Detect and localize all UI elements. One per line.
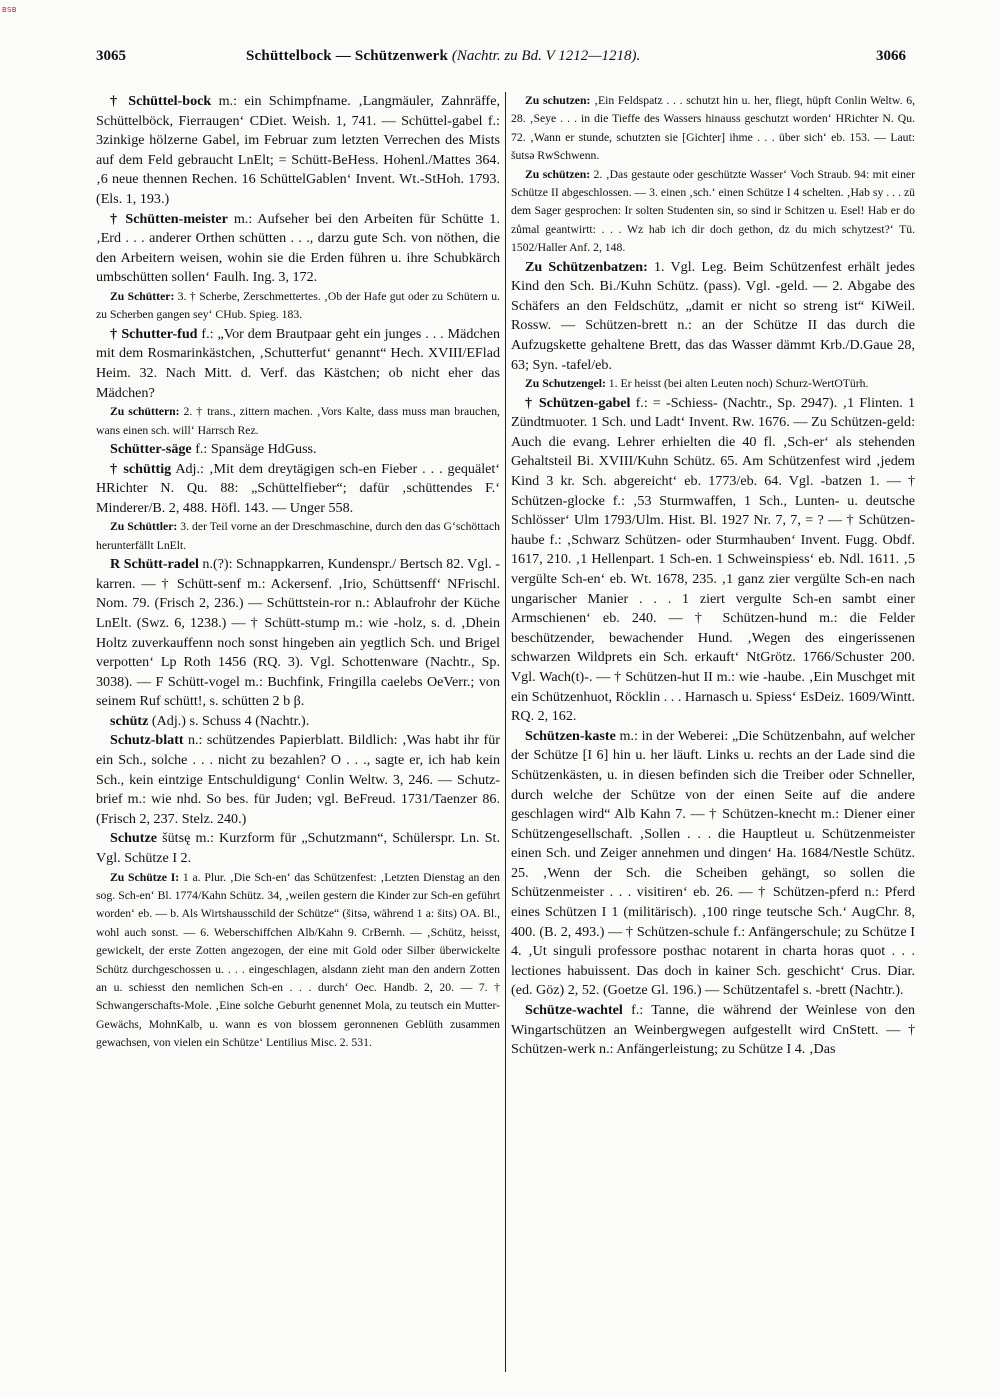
running-title: [246, 48, 640, 65]
entry-lemma: Zu Schützenbatzen:: [525, 258, 648, 275]
entry-text: 3. der Teil vorne an der Dreschmaschine, durch den das G‘schöttach herunterfällt LnElt.: [96, 520, 500, 552]
dictionary-entry: [96, 440, 500, 460]
entry-lemma: Schutz-blatt: [110, 732, 184, 749]
page-header: [96, 48, 906, 70]
entry-lemma: Schütter-säge: [110, 440, 192, 457]
dictionary-entry: [511, 258, 915, 376]
entry-text: 1 a. Plur. ‚Die Sch-en‘ das Schützenfest: ‚Letzten Dienstag an den sog. Sch-en‘ Bl. 1774/Kahn Schütz. 34, ‚weilen gestern die Kinder zur Sch-en geführt worden‘ eb. — b. Als Wirtshausschild der Schütze“ (šitsə, während 1 a: šits) OA. Bl., wohl auch sonst. — 6. Weberschiffchen Alb/Kahn 9. CrBernh. — ‚Schütz, heisst, gewickelt, der erste Zotten angezogen, der eine mit Gold oder Silber überwickelte Schütz durchgeschossen u. . . . eingeschlagen, alsdann zieht man den andern Zotten an u. schiesst den nemlichen Sch-en . . . durch‘ Oec. Handb. 2, 20. — 7. † Schwangerschafts-Mole. ‚Eine solche Geburht genennet Mola, zu teutsch ein Mutter-Gewächs, MohnKalb, u. wann es von blossem geronnenen Geblüth zusammen gewachsen, von vielen ein Schütze‘ Lentilius Misc. 2. 531.: [96, 870, 500, 1050]
entry-lemma: Schutze: [110, 830, 157, 847]
dictionary-entry: [511, 1001, 915, 1060]
left-column: [96, 92, 500, 1382]
entry-text: 2. † trans., zittern machen. ‚Vors Kalte, dass muss man brauchen, wans einen sch. will‘ Harrsch Rez.: [96, 405, 500, 437]
dictionary-entry: [96, 210, 500, 288]
entry-lemma: † Schütten-meister: [110, 210, 228, 227]
running-title-subtitle: (Nachtr. zu Bd. V 1212—1218).: [451, 48, 641, 64]
entry-lemma: Zu schützen:: [525, 167, 591, 181]
entry-lemma: † Schüttel-bock: [110, 93, 212, 109]
dictionary-entry: [96, 460, 500, 519]
dictionary-entry: [96, 712, 500, 732]
entry-text: f.: = -Schiess- (Nachtr., Sp. 2947). ‚1 Flinten. 1 Zündtmuoter. 1 Sch. und Ladt‘ Invent. Rw. 1676. — Zu Schützen-geld: Auch die evang. Lehrer erhielten die 40 fl. ‚Sch-er‘ als stehenden Gehaltsteil Bi. XVIII/Kuhn Schütz. 65. Am Schützenfest wird ‚jedem Kind 3 kr. Sch. abgereicht‘ eb. 1773/eb. 64. Vgl. -batzen 1. — † Schützen-glocke f.: ‚53 Sturmwaffen, 1 Sch., Lunten- u. deutsche Schlösser‘ Ulm 1793/Ulm. Hist. Bl. 1927 Nr. 7, 7, = ? — † Schützen-haube f.: ‚Schwarz Schützen- oder Sturmhauben‘ Invent. Fugg. Obdf. 1617, 210. ‚1 Hellenpart. 1 Sch-en. 1 Schweinspiess‘ eb. Ndl. 1611. ‚5 vergülte Sch-en‘ eb. Wt. 1678, 235. ‚1 ganz zier vergülte Sch-en nach ungarischer Manier . . . 1 ziert vergulte Sch-en sambt einer Armschienen‘ eb. 240. — † Schützen-hund m.: die Felder beschützender, bewachender Hund. ‚Wegen des eingerissenen schwarzen Wildprets ein Sch. erkauft‘ NtGrötz. 1766/Schuster 200. Vgl. Wach(t)-. — † Schützen-hut II m.: wie -haube. ‚Ein Muschget mit ein Schützenhuot, Röcklin . . . Harnasch u. Spiess‘ EsDeiz. 1609/Wintt. RQ. 2, 162.: [511, 394, 915, 725]
entry-lemma: Zu schüttern:: [110, 405, 180, 419]
entry-lemma: Schütze-wachtel: [525, 1002, 623, 1019]
entry-text: n.(?): Schnappkarren, Kundenspr./ Bertsch 82. Vgl. -karren. — † Schütt-senf m.: Ackersenf. ‚Irio, Schüttsenff‘ NFrischl. Nom. 79. (Frisch 2, 236.) — Schüttstein-ror n.: Ablaufrohr der Küche LnElt. (Swz. 6, 1238.) — † Schütt-stump m.: wie -holz, s. d. ‚Dhein Holtz zuverkauffenn noch sonst hingeben ain yegtlich Sch. und Brigel verpotten‘ Lp Roth 1456 (RQ. 3). Vgl. Schottenware (Nachtr., Sp. 3038). — F Schütt-vogel m.: Buchfink, Fringilla caelebs OeVerr.; von seinem Ruf schütt!, s. schütten 2 b β.: [96, 556, 500, 710]
entry-text: (Adj.) s. Schuss 4 (Nachtr.).: [148, 712, 310, 729]
dictionary-entry: [511, 727, 915, 1001]
dictionary-entry: [96, 829, 500, 868]
dictionary-entry: [511, 375, 915, 393]
entry-text: 2. ‚Das gestaute oder geschützte Wasser‘ Voch Straub. 94: mit einer Schütze II abgeschlossen. — 3. einen ‚sch.‘ einen Schütze I 4 schelten. ‚Hab sy . . . zü dem Sager gesprochen: Ir solten Studenten sin, so sind ir Schitzen u. Esel! Hab er do zůmal geantwirtt: . . . Wz hab ich dir doch gethon, dz du mich schytzest?‘ Tü. 1502/Haller Anf. 2, 148.: [511, 167, 915, 255]
entry-text: f.: „Vor dem Brautpaar geht ein junges . . . Mädchen mit dem Rosmarinkästchen, ‚Schutterfut‘ genannt“ Hech. XVIII/EFlad Heim. 32. Nach Mitt. d. Verf. das Kästchen; ob nicht eher das Mädchen?: [96, 325, 500, 401]
entry-text: n.: schützendes Papierblatt. Bildlich: ‚Was habt ihr für ein Sch., solche . . . nicht zu bezahlen? O . . ., sagte er, ich hab kein Sch., kein eintzige Entschuldigung‘ Conlin Weltw. 3, 246. — Schutz-brief m.: wie nhd. So bes. für Juden; vgl. BeFreud. 1731/Taenzer 86. (Frisch 2, 237. Stelz. 240.): [96, 732, 500, 827]
entry-text: f.: Tanne, die während der Weinlese von den Wingartschützen an Weinbergwegen aufgestellt wird CnStett. — † Schützen-werk n.: Anfängerleistung; zu Schütze I 4. ‚Das: [511, 1002, 915, 1058]
entry-text: f.: Spansäge HdGuss.: [191, 440, 317, 457]
running-title-main: Schüttelbock — Schützenwerk: [246, 48, 449, 64]
entry-lemma: Schützen-kaste: [525, 727, 616, 744]
entry-text: m.: ein Schimpfname. ‚Langmäuler, Zahnräffe, Schüttelböck, Fierraugen‘ CDiet. Weish. 1, 741. — Schüttel-gabel f.: 3zinkige hölzerne Gabel, im Februar zum letzten Verrechen des Mists auf dem Feld gebraucht LnElt; = Schütt-BeHess. Hohenl./Mattes 364. ‚6 neue thennen Rechen. 16 SchüttelGablen‘ Invent. Wt.-StHoh. 1793. (Els. 1, 193.): [96, 93, 500, 207]
entry-lemma: R Schütt-radel: [110, 556, 199, 573]
right-column: [511, 92, 915, 1382]
dictionary-entry: [96, 869, 500, 1053]
page-number-left: 3065: [96, 48, 126, 64]
dictionary-entry: [96, 92, 500, 210]
dictionary-entry: [511, 166, 915, 258]
dictionary-entry: [96, 555, 500, 712]
entry-lemma: † schüttig: [110, 460, 172, 477]
entry-lemma: Zu Schütter:: [110, 289, 175, 303]
library-stamp: BSB: [2, 6, 17, 14]
entry-lemma: Zu Schüttler:: [110, 520, 178, 534]
entry-text: 1. Er heisst (bei alten Leuten noch) Schurz-WertOTürh.: [605, 377, 869, 391]
entry-text: šütsę m.: Kurzform für „Schutzmann“, Schülerspr. Ln. St. Vgl. Schütze I 2.: [96, 830, 500, 867]
dictionary-entry: [96, 731, 500, 829]
entry-text: m.: Aufseher bei den Arbeiten für Schütte 1. ‚Erd . . . anderer Orthen schütten . . ., darzu gute Sch. von nöthen, die den Arbeitern weisen, wohin sie die Erden führen u. ihre Schubkärch umbschütten sollen‘ Faulh. Ing. 3, 172.: [96, 210, 500, 286]
column-divider: [505, 92, 506, 1372]
entry-text: 1. Vgl. Leg. Beim Schützenfest erhält jedes Kind den Sch. Bi./Kuhn Schütz. (pass). Vgl. -geld. — 2. Abgabe des Schäfers an den Feldschütz, „damit er nicht so streng ist“ KiWeil. Rossw. — Schützen-brett n.: an der Schütze II das durch die Aufzugskette gehaltene Brett, das das Wasser dämmt Krb./D.Gaue 28, 63; Syn. -tafel/eb.: [511, 258, 915, 373]
dictionary-entry: [96, 288, 500, 325]
entry-lemma: † Schutter-fud: [110, 325, 198, 342]
entry-lemma: † Schützen-gabel: [525, 394, 631, 411]
dictionary-entry: [96, 403, 500, 440]
dictionary-entry: [96, 518, 500, 555]
page-number-right: 3066: [876, 48, 906, 64]
entry-text: m.: in der Weberei: „Die Schützenbahn, auf welcher der Schütze [I 6] hin u. her läuft. Links u. rechts an der Lade sind die Schützenkästen, u. in diesen befinden sich die Treiber oder Schneller, durch welche der Schütze von der einen Seite auf die andere geschlagen wird“ Alb Kahn 7. — † Schützen-knecht m.: Diener einer Schützengesellschaft. ‚Sollen . . . die Hauptleut u. Schützenmeister einen Sch. und Zeiger annehmen und dingen‘ Ha. 1684/Nestle Schütz. 25. ‚Wenn der Sch. die Scheiben gehängt, so sollen die Schützenmeister . . . visitiren‘ eb. 26. — † Schützen-pferd n.: Pferd eines Schützen I 1 (militärisch). ‚100 ringe teutsche Sch.‘ AugChr. 8, 400. (B. 2, 493.) — † Schützen-schule f.: Anfängerschule; zu Schütze I 4. ‚Ut singuli professore posthac notarent in charta horas quot . . . lectiones habuissent. Das doch in kainer Sch. geschicht‘ Crus. Diar. (ed. Göz) 2, 52. (Goetze Gl. 196.) — Schützentafel s. -brett (Nachtr.).: [511, 727, 915, 999]
dictionary-entry: [511, 92, 915, 166]
entry-lemma: Zu Schutzengel:: [525, 377, 606, 391]
entry-lemma: Zu Schütze I:: [110, 870, 180, 884]
dictionary-entry: [511, 394, 915, 727]
entry-lemma: schütz: [110, 712, 149, 729]
entry-lemma: Zu schutzen:: [525, 94, 591, 107]
entry-text: ‚Ein Feldspatz . . . schutzt hin u. her, fliegt, hüpft Conlin Weltw. 6, 28. ‚Seye . . . in die Tieffe des Wassers hinauss geschutzt worden‘ HRichter N. Qu. 72. ‚Wann er stunde, schutzten sie [Gichter] ihme . . . über sich‘ eb. 153. — Laut: šutsə RwSchwenn.: [511, 94, 915, 163]
entry-text: 3. † Scherbe, Zerschmettertes. ‚Ob der Hafe gut oder zu Schütern u. zu Scherben gangen sey‘ CHub. Spieg. 183.: [96, 289, 500, 322]
entry-text: Adj.: ‚Mit dem dreytägigen sch-en Fieber . . . gequälet‘ HRichter N. Qu. 88: „Schüttelfieber“; dafür ‚schüttendes F.‘ Minderer/B. 2, 488. Höfl. 143. — Unger 558.: [96, 460, 500, 516]
dictionary-entry: [96, 325, 500, 403]
